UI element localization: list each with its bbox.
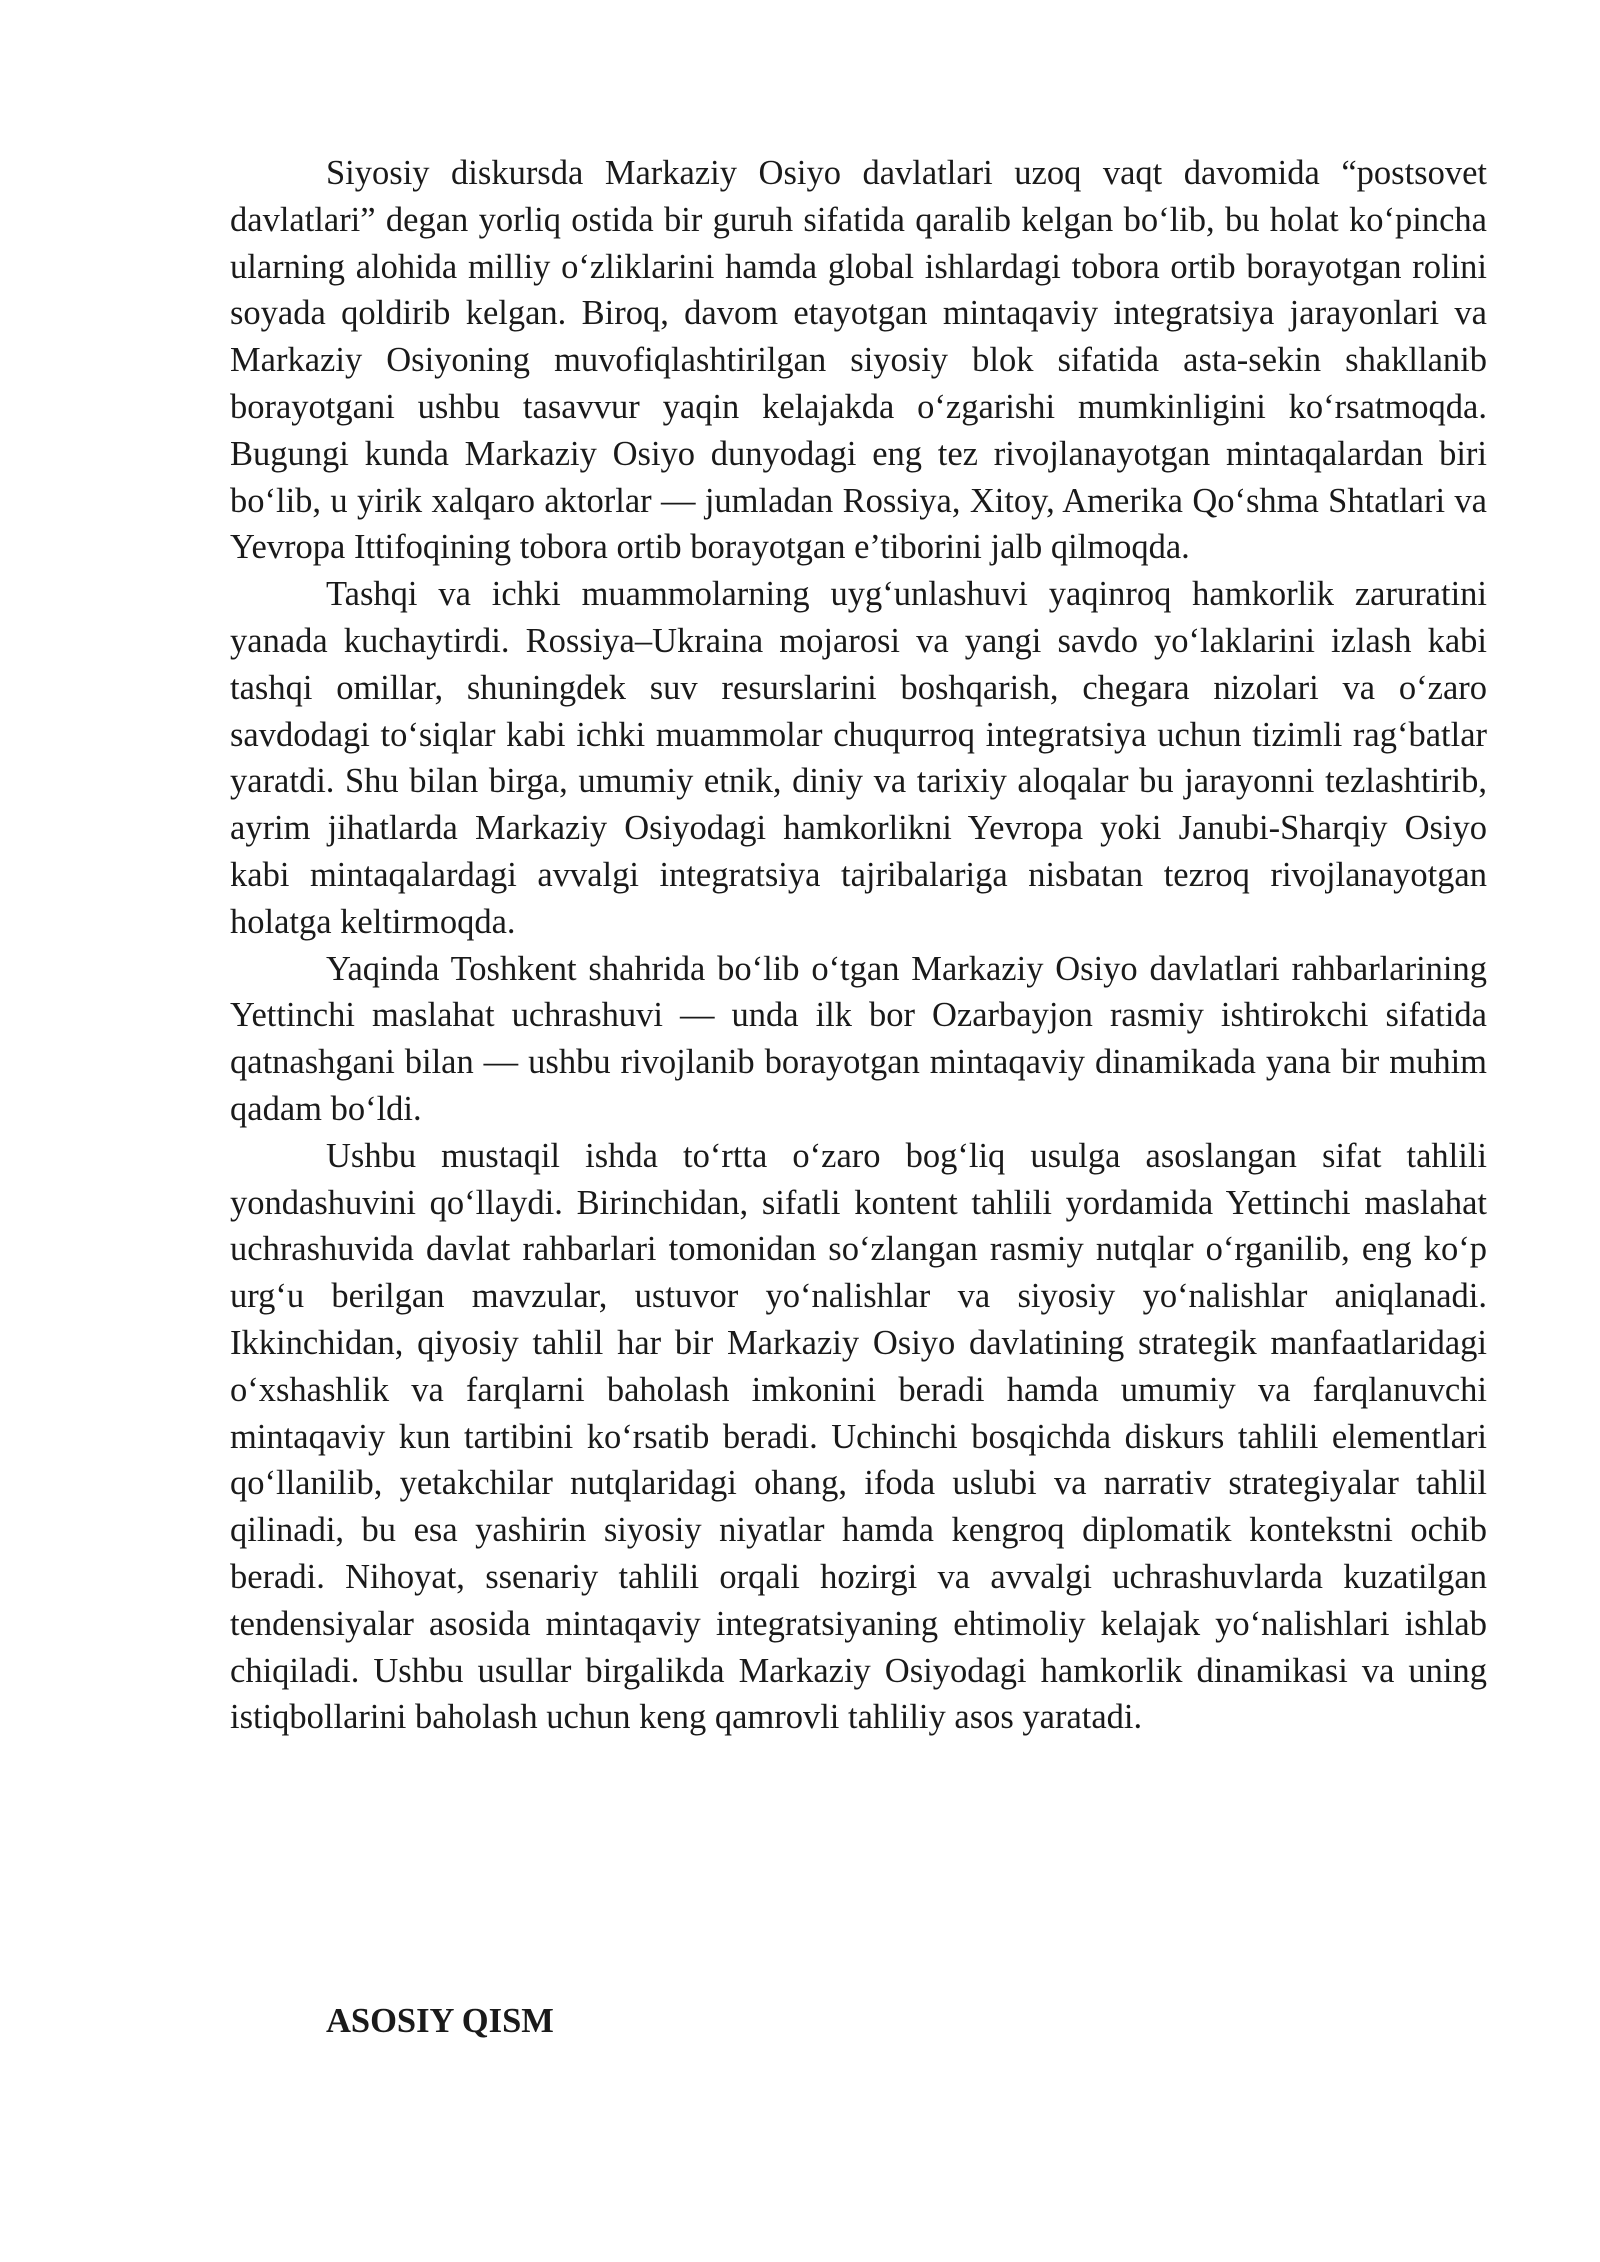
body-text	[230, 150, 1487, 1741]
paragraph-challenges: Tashqi va ichki muammolarning uyg‘unlashuvi yaqinroq hamkorlik zaruratini yanada kuchaytirdi. Rossiya–Ukraina mojarosi va yangi savdo yo‘laklarini izlash kabi tashqi omillar, shuningdek suv resurslarini boshqarish, chegara nizolari va o‘zaro savdodagi to‘siqlar kabi ichki muammolar chuqurroq integratsiya uchun tizimli rag‘batlar yaratdi. Shu bilan birga, umumiy etnik, diniy va tarixiy aloqalar bu jarayonni tezlashtirib, ayrim jihatlarda Markaziy Osiyodagi hamkorlikni Yevropa yoki Janubi-Sharqiy Osiyo kabi mintaqalardagi avvalgi integratsiya tajribalariga nisbatan tezroq rivojlanayotgan holatga keltirmoqda.	[230, 575, 1487, 941]
section-heading: ASOSIY QISM	[326, 2002, 554, 2040]
paragraph-intro: Siyosiy diskursda Markaziy Osiyo davlatlari uzoq vaqt davomida “postsovet davlatlari” degan yorliq ostida bir guruh sifatida qaralib kelgan bo‘lib, bu holat ko‘pincha ularning alohida milliy o‘zliklarini hamda global ishlardagi tobora ortib borayotgan rolini soyada qoldirib kelgan. Biroq, davom etayotgan mintaqaviy integratsiya jarayonlari va Markaziy Osiyoning muvofiqlashtirilgan siyosiy blok sifatida asta-sekin shakllanib borayotgani ushbu tasavvur yaqin kelajakda o‘zgarishi mumkinligini ko‘rsatmoqda. Bugungi kunda Markaziy Osiyo dunyodagi eng tez rivojlanayotgan mintaqalardan biri bo‘lib, u yirik xalqaro aktorlar — jumladan Rossiya, Xitoy, Amerika Qo‘shma Shtatlari va Yevropa Ittifoqining tobora ortib borayotgan e’tiborini jalb qilmoqda.	[230, 154, 1487, 567]
paragraph-methodology: Ushbu mustaqil ishda to‘rtta o‘zaro bog‘liq usulga asoslangan sifat tahlili yondashuvini qo‘llaydi. Birinchidan, sifatli kontent tahlili yordamida Yettinchi maslahat uchrashuvida davlat rahbarlari tomonidan so‘zlangan rasmiy nutqlar o‘rganilib, eng ko‘p urg‘u berilgan mavzular, ustuvor yo‘nalishlar va siyosiy yo‘nalishlar aniqlanadi. Ikkinchidan, qiyosiy tahlil har bir Markaziy Osiyo davlatining strategik manfaatlaridagi o‘xshashlik va farqlarni baholash imkonini beradi hamda umumiy va farqlanuvchi mintaqaviy kun tartibini ko‘rsatib beradi. Uchinchi bosqichda diskurs tahlili elementlari qo‘llanilib, yetakchilar nutqlaridagi ohang, ifoda uslubi va narrativ strategiyalar tahlil qilinadi, bu esa yashirin siyosiy niyatlar hamda kengroq diplomatik kontekstni ochib beradi. Nihoyat, ssenariy tahlili orqali hozirgi va avvalgi uchrashuvlarda kuzatilgan tendensiyalar asosida mintaqaviy integratsiyaning ehtimoliy kelajak yo‘nalishlari ishlab chiqiladi. Ushbu usullar birgalikda Markaziy Osiyodagi hamkorlik dinamikasi va uning istiqbollarini baholash uchun keng qamrovli tahliliy asos yaratadi.	[230, 1136, 1487, 1737]
paragraph-tashkent-meeting: Yaqinda Toshkent shahrida bo‘lib o‘tgan Markaziy Osiyo davlatlari rahbarlarining Yettinchi maslahat uchrashuvi — unda ilk bor Ozarbayjon rasmiy ishtirokchi sifatida qatnashgani bilan — ushbu rivojlanib borayotgan mintaqaviy dinamikada yana bir muhim qadam bo‘ldi.	[230, 949, 1487, 1128]
